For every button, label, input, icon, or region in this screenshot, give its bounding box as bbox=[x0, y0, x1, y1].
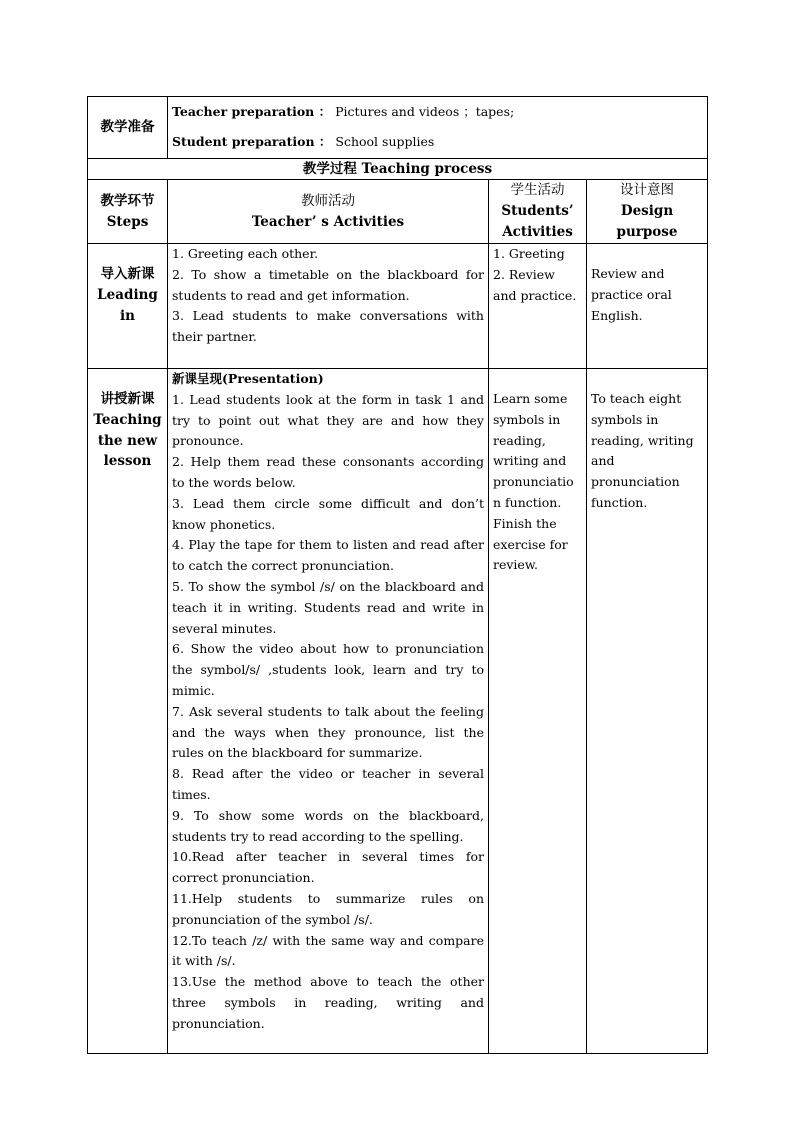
leading-in-row bbox=[88, 244, 708, 369]
header-design bbox=[587, 180, 708, 244]
lesson-teacher-item: 12.To teach /z/ with the same way and compare it with /s/. bbox=[172, 932, 484, 969]
header-teacher-en: Teacher’ s Activities bbox=[251, 213, 405, 230]
lesson-teacher-item: 4. Play the tape for them to listen and read after to catch the correct pronunciation. bbox=[172, 537, 484, 574]
teacher-preparation bbox=[172, 97, 703, 122]
teacher-preparation-value: Pictures and videos ；tapes; bbox=[335, 104, 515, 119]
leading-teacher-item: 2. To show a timetable on the blackboard for students to read and get information. bbox=[172, 266, 484, 303]
new-lesson-row bbox=[88, 369, 708, 1054]
leading-step-cn: 导入新课 bbox=[100, 266, 155, 282]
lesson-teacher-activities bbox=[168, 369, 489, 1054]
header-student-en2: Activities bbox=[502, 223, 573, 240]
header-design-cn: 设计意图 bbox=[620, 182, 675, 199]
lesson-teacher-item: 7. Ask several students to talk about the feeling and the ways when they pronounce, list the rules on the blackboard for summarize. bbox=[172, 703, 484, 761]
preparation-row bbox=[88, 97, 708, 159]
lesson-step-cn: 讲授新课 bbox=[100, 391, 155, 407]
lesson-student-activities: Learn some symbols in reading, writing and pronunciatio n function. Finish the exercise for review. bbox=[489, 369, 587, 1054]
leading-design-purpose: Review and practice oral English. bbox=[587, 244, 708, 369]
header-steps-en: Steps bbox=[106, 213, 149, 230]
student-preparation-label: Student preparation ： bbox=[172, 134, 332, 149]
header-row bbox=[88, 180, 708, 244]
leading-student-item: 2. Review and practice. bbox=[493, 266, 577, 303]
process-title-row bbox=[88, 159, 708, 180]
header-student bbox=[489, 180, 587, 244]
lesson-teacher-item: 1. Lead students look at the form in task 1 and try to point out what they are and how they pronounce. bbox=[172, 391, 484, 449]
lesson-step-en1: Teaching bbox=[93, 411, 162, 428]
lesson-teacher-item: 8. Read after the video or teacher in several times. bbox=[172, 766, 484, 802]
header-teacher bbox=[168, 180, 489, 244]
teacher-preparation-label: Teacher preparation ： bbox=[172, 104, 332, 119]
lesson-teacher-item: 10.Read after teacher in several times for correct pronunciation. bbox=[172, 849, 484, 886]
student-preparation-value: School supplies bbox=[335, 134, 435, 149]
lesson-teacher-item: 11.Help students to summarize rules on pronunciation of the symbol /s/. bbox=[172, 890, 484, 927]
leading-step-en1: Leading bbox=[97, 286, 158, 303]
lesson-teacher-item: 2. Help them read these consonants according to the words below. bbox=[172, 454, 484, 490]
presentation-title: 新课呈现(Presentation) bbox=[172, 371, 324, 386]
lesson-design-purpose: To teach eight symbols in reading, writing and pronunciation function. bbox=[587, 369, 708, 1054]
process-title: 教学过程 Teaching process bbox=[88, 159, 708, 180]
header-student-en1: Students’ bbox=[501, 203, 574, 220]
lesson-teacher-item: 9. To show some words on the blackboard, students try to read according to the spelling. bbox=[172, 807, 484, 844]
header-design-en2: purpose bbox=[616, 223, 678, 240]
leading-teacher-item: 3. Lead students to make conversations with their partner. bbox=[172, 308, 484, 345]
leading-teacher-activities bbox=[168, 244, 489, 369]
leading-student-activities bbox=[489, 244, 587, 369]
lesson-teacher-item: 3. Lead them circle some difficult and don’t know phonetics. bbox=[172, 495, 484, 532]
preparation-content bbox=[168, 97, 708, 159]
lesson-step-en3: lesson bbox=[103, 453, 152, 470]
lesson-teacher-item: 6. Show the video about how to pronunciation the symbol/s/ ,students look, learn and try to mimic. bbox=[172, 641, 484, 698]
header-design-en1: Design bbox=[620, 203, 674, 220]
leading-student-item: 1. Greeting bbox=[493, 246, 565, 261]
header-steps-cn: 教学环节 bbox=[100, 192, 155, 209]
header-student-cn: 学生活动 bbox=[510, 182, 565, 199]
header-steps bbox=[88, 180, 168, 244]
lesson-step-en2: the new bbox=[97, 432, 158, 449]
leading-step bbox=[88, 244, 168, 369]
lesson-plan-table bbox=[87, 96, 708, 1054]
lesson-teacher-item: 13.Use the method above to teach the other three symbols in reading, writing and pronunciation. bbox=[172, 974, 484, 1031]
preparation-label: 教学准备 bbox=[88, 97, 168, 159]
leading-teacher-item: 1. Greeting each other. bbox=[172, 246, 319, 261]
leading-step-en2: in bbox=[120, 307, 135, 324]
lesson-teacher-item: 5. To show the symbol /s/ on the blackboard and teach it in writing. Students read and write in several minutes. bbox=[172, 578, 484, 636]
header-teacher-cn: 教师活动 bbox=[301, 192, 355, 209]
student-preparation bbox=[172, 122, 703, 152]
lesson-step bbox=[88, 369, 168, 1054]
